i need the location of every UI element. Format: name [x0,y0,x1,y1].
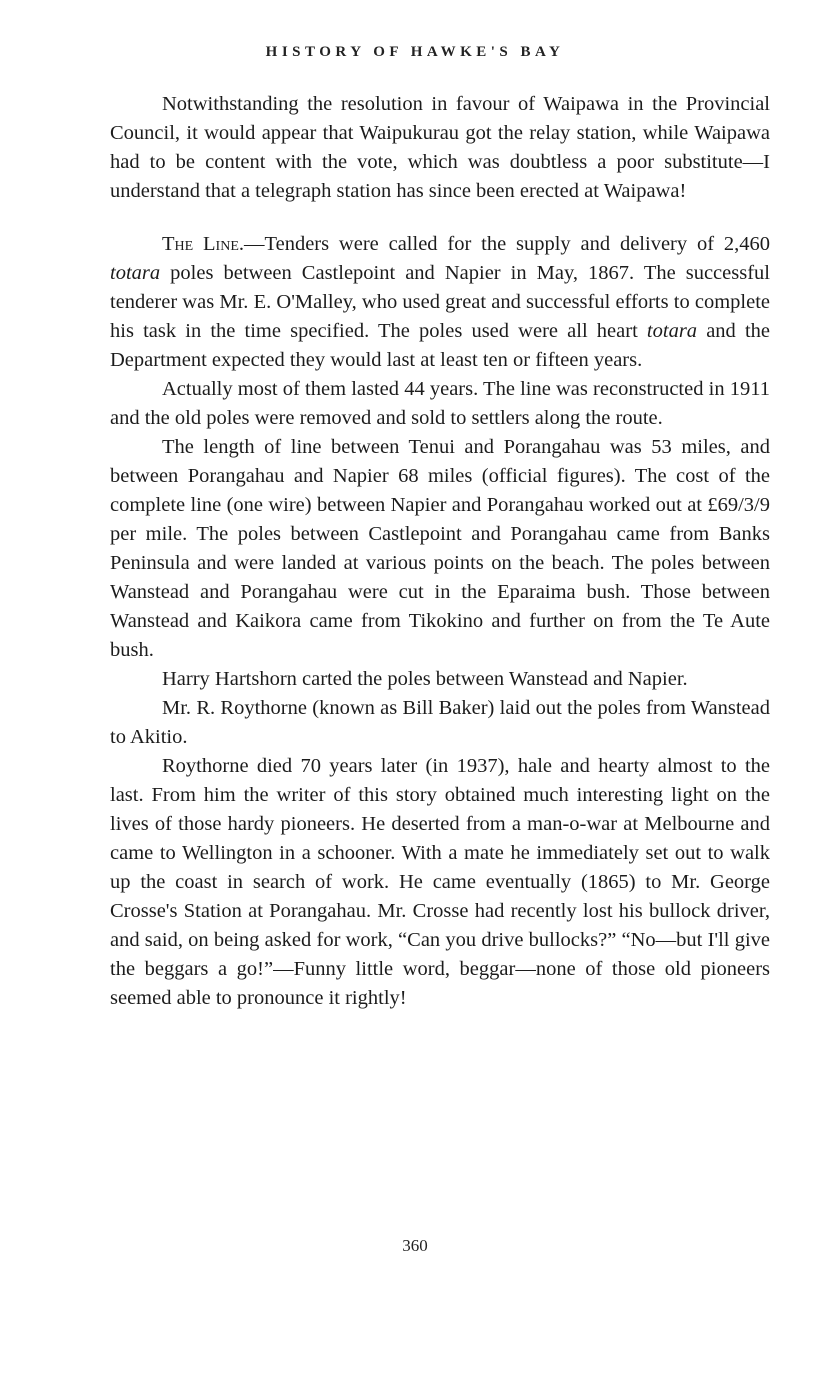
section-heading: The Line. [162,233,244,255]
body-text [110,90,770,1013]
page-number: 360 [402,1236,428,1255]
running-head: HISTORY OF HAWKE'S BAY [265,44,565,60]
paragraph-the-line [110,230,770,375]
paragraph-hartshorn: Harry Hartshorn carted the poles between Wanstead and Napier. [162,668,688,690]
paragraph-waipawa: Notwithstanding the resolution in favour of Waipawa in the Provincial Council, it would appear that Waipukurau got the relay station, while Waipawa had to be content with the vote, which was doubtless a poor substitute—I understand that a telegraph station has since been erected at Waipawa! [110,93,770,202]
paragraph-text: and the Department expected they would last at least ten or fifteen years. [110,320,770,371]
paragraph-text: poles between Castlepoint and Napier in May, 1867. The successful tenderer was Mr. E. O'Malley, who used great and successful efforts to complete his task in the time specified. The poles used were all heart [110,262,770,342]
paragraph-line-length: The length of line between Tenui and Porangahau was 53 miles, and between Porangahau and Napier 68 miles (official figures). The cost of the complete line (one wire) between Napier and Porangahau worked out at £69/3/9 per mile. The poles between Castlepoint and Porangahau came from Banks Peninsula and were landed at various points on the beach. The poles between Wanstead and Porangahau were cut in the Eparaima bush. Those between Wanstead and Kaikora came from Tikokino and further on from the Te Aute bush. [110,436,770,661]
paragraph-text: —Tenders were called for the supply and delivery of 2,460 [244,233,770,255]
paragraph-roythorne: Mr. R. Roythorne (known as Bill Baker) laid out the poles from Wanstead to Akitio. [110,697,770,748]
paragraph-poles-lasted: Actually most of them lasted 44 years. The line was reconstructed in 1911 and the old poles were removed and sold to settlers along the route. [110,378,770,429]
italic-term: totara [110,262,161,284]
paragraph-roythorne-story: Roythorne died 70 years later (in 1937), hale and hearty almost to the last. From him the writer of this story obtained much interesting light on the lives of those hardy pioneers. He deserted from a man-o-war at Melbourne and came to Wellington in a schooner. With a mate he immediately set out to walk up the coast in search of work. He came eventually (1865) to Mr. George Crosse's Station at Porangahau. Mr. Crosse had recently lost his bullock driver, and said, on being asked for work, “Can you drive bullocks?” “No—but I'll give the beggars a go!”—Funny little word, beggar—none of those old pioneers seemed able to pronounce it rightly! [110,755,770,1009]
italic-term: totara [646,320,698,342]
